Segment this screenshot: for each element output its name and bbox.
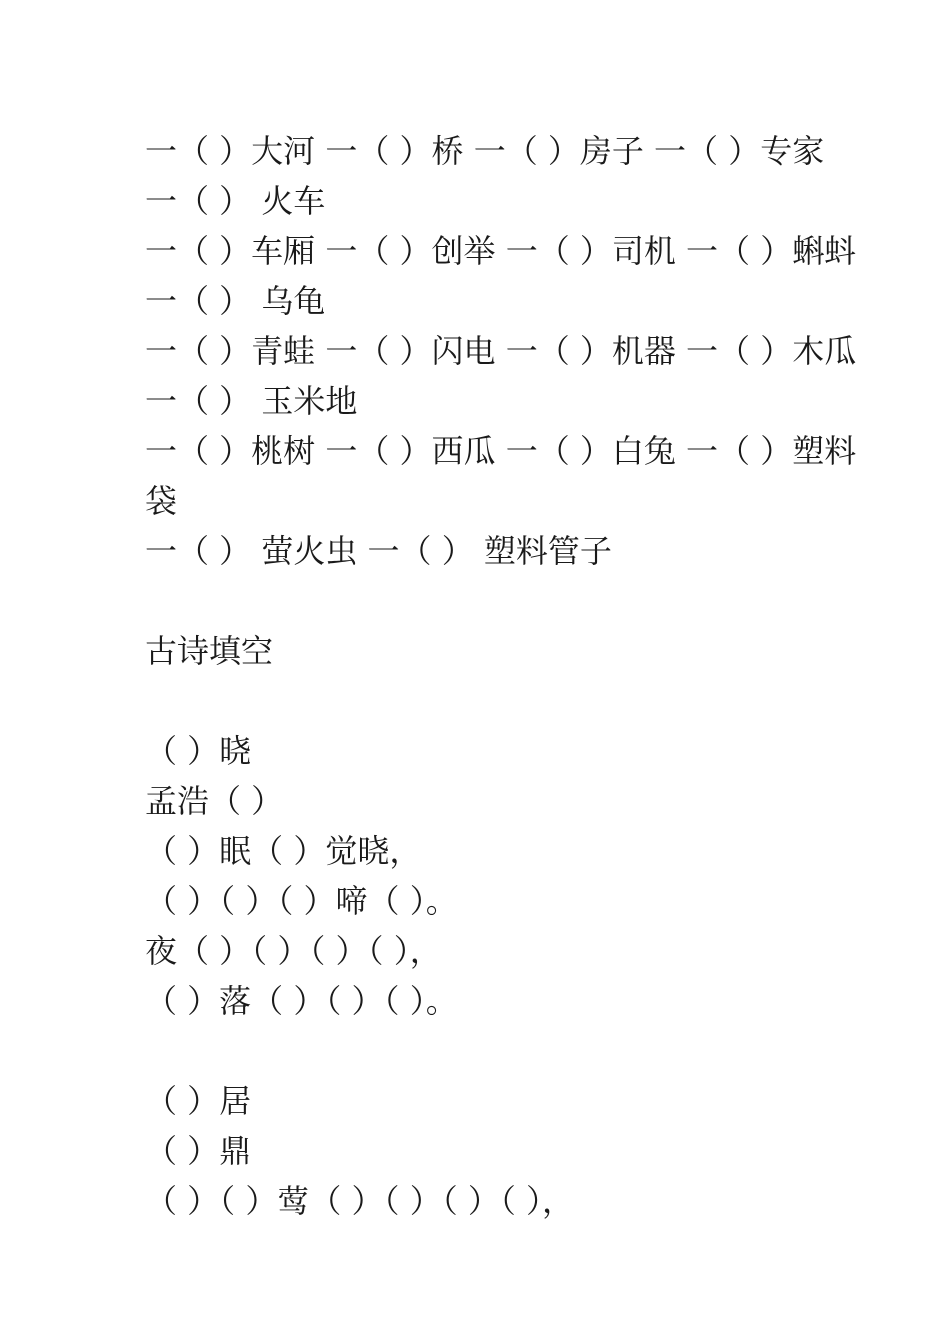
poem-line: （ ）（ ）莺（ ）（ ）（ ）（ ）， [145, 1182, 575, 1220]
measure-word-line: 一（ ） 乌龟 [145, 282, 326, 320]
spacer [145, 1026, 810, 1076]
spacer [145, 576, 810, 626]
measure-word-line: 一（ ）桃树 一（ ）西瓜 一（ ）白兔 一（ ）塑料 [145, 432, 857, 470]
measure-word-line: 一（ ） 火车 [145, 182, 326, 220]
spacer [145, 676, 810, 726]
document-body [145, 126, 857, 1226]
poem-line: （ ）居 [145, 1082, 252, 1120]
section-title: 古诗填空 [145, 632, 274, 670]
poem-line: （ ）晓 [145, 732, 252, 770]
measure-word-line: 一（ ） 萤火虫 一（ ） 塑料管子 [145, 532, 612, 570]
poem-line: （ ）鼎 [145, 1132, 252, 1170]
measure-word-line: 一（ ）车厢 一（ ）创举 一（ ）司机 一（ ）蝌蚪 [145, 232, 857, 270]
poem-line: 孟浩（ ） [145, 782, 284, 820]
measure-word-line: 一（ ） 玉米地 [145, 382, 358, 420]
measure-word-line: 一（ ）青蛙 一（ ）闪电 一（ ）机器 一（ ）木瓜 [145, 332, 857, 370]
measure-word-line: 袋 [145, 482, 178, 520]
poem-line: （ ）眠（ ）觉晓， [145, 832, 422, 870]
measure-word-line: 一（ ）大河 一（ ）桥 一（ ）房子 一（ ）专家 [145, 132, 825, 170]
poem-line: 夜（ ）（ ）（ ）（ ）， [145, 932, 442, 970]
poem-line: （ ）落（ ）（ ）（ ）。 [145, 982, 458, 1020]
poem-line: （ ）（ ）（ ）啼（ ）。 [145, 882, 458, 920]
